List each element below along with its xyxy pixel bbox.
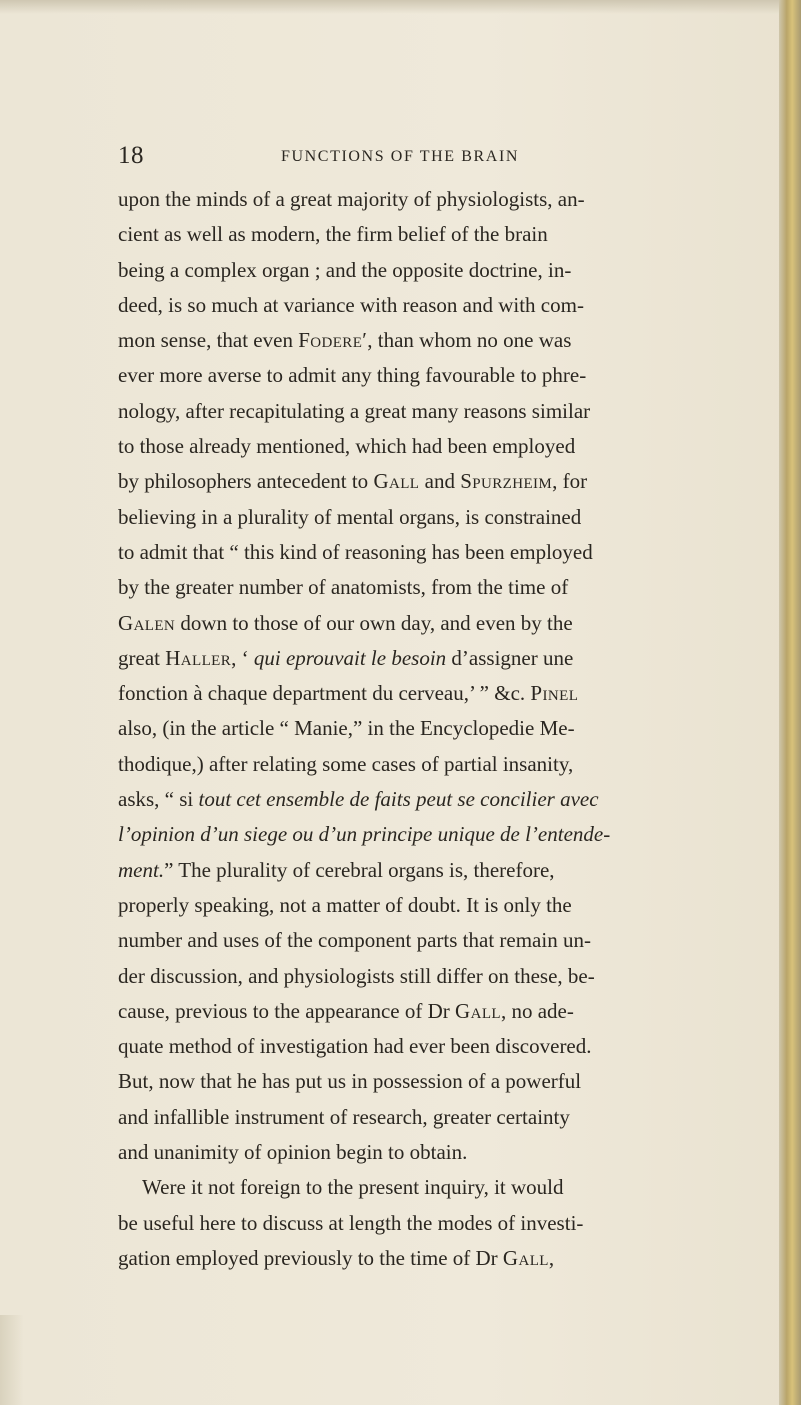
text-segment: deed, is so much at variance with reason and with com-: [118, 292, 584, 317]
text-segment: , than whom no one was: [367, 328, 572, 353]
text-segment: mon sense, that even: [118, 328, 299, 353]
text-line: [118, 817, 750, 852]
text-segment: , for: [552, 469, 588, 494]
text-segment: to admit that “ this kind of reasoning has been employed: [118, 539, 593, 564]
text-segment: ever more averse to admit any thing favourable to phre-: [118, 363, 587, 388]
text-segment: upon the minds of a great majority of physiologists, an-: [118, 187, 585, 211]
text-segment: also, (in the article “ Manie,” in the Encyclopedie Me-: [118, 716, 575, 741]
name-small-caps: Gall: [373, 469, 420, 494]
text-line: [118, 1170, 750, 1205]
page-number: 18: [118, 142, 144, 169]
text-line: [118, 1241, 750, 1276]
name-small-caps: Spurzheim: [460, 469, 553, 494]
text-segment: and: [419, 469, 461, 494]
text-segment: by philosophers antecedent to: [118, 469, 374, 494]
text-segment: nology, after recapitulating a great many reasons similar: [118, 398, 591, 423]
text-line: [118, 464, 750, 499]
text-line: [118, 429, 750, 464]
page-top-shadow: [0, 0, 801, 14]
text-segment: and infallible instrument of research, greater certainty: [118, 1104, 570, 1129]
name-small-caps: Galen: [118, 610, 176, 635]
text-segment: Were it not foreign to the present inquiry, it would: [142, 1175, 564, 1200]
text-line: [118, 182, 750, 217]
text-line: [118, 288, 750, 323]
text-line: [118, 959, 750, 994]
text-line: [118, 782, 750, 817]
text-segment: d’assigner une: [446, 645, 574, 670]
text-line: [118, 323, 750, 358]
text-segment: down to those of our own day, and even by the: [175, 610, 573, 635]
text-line: [118, 358, 750, 393]
text-line: [118, 1029, 750, 1064]
text-line: [118, 676, 750, 711]
text-segment: believing in a plurality of mental organs, is constrained: [118, 504, 582, 529]
text-segment: cient as well as modern, the firm belief of the brain: [118, 222, 548, 247]
page-header: [118, 142, 738, 176]
text-line: [118, 500, 750, 535]
text-segment: properly speaking, not a matter of doubt. It is only the: [118, 892, 572, 917]
text-segment: , no ade-: [500, 998, 574, 1023]
text-line: [118, 394, 750, 429]
text-line: [118, 606, 750, 641]
text-segment: gation employed previously to the time of Dr: [118, 1245, 503, 1270]
text-segment: great: [118, 645, 166, 670]
text-line: [118, 994, 750, 1029]
text-segment: quate method of investigation had ever been discovered.: [118, 1034, 592, 1059]
text-segment: be useful here to discuss at length the modes of investi-: [118, 1210, 584, 1235]
name-small-caps: Pinel: [530, 681, 579, 706]
text-segment: thodique,) after relating some cases of partial insanity,: [118, 751, 574, 776]
text-segment: being a complex organ ; and the opposite doctrine, in-: [118, 257, 572, 282]
text-line: [118, 253, 750, 288]
italic-text: tout cet ensemble de faits peut se concilier avec: [198, 787, 599, 812]
name-small-caps: Haller: [165, 645, 232, 670]
text-line: [118, 641, 750, 676]
italic-text: ment.: [118, 857, 165, 882]
text-line: [118, 535, 750, 570]
text-segment: to those already mentioned, which had been employed: [118, 434, 576, 459]
text-segment: cause, previous to the appearance of Dr: [118, 998, 456, 1023]
text-line: [118, 1064, 750, 1099]
page-edge-left: [0, 1315, 24, 1405]
text-line: [118, 1100, 750, 1135]
text-line: [118, 711, 750, 746]
text-line: [118, 217, 750, 252]
text-segment: fonction à chaque department du cerveau,’ ” &c.: [118, 681, 531, 706]
text-segment: number and uses of the component parts that remain un-: [118, 928, 591, 953]
text-segment: der discussion, and physiologists still differ on these, be-: [118, 963, 595, 988]
text-segment: by the greater number of anatomists, from the time of: [118, 575, 569, 600]
text-line: [118, 888, 750, 923]
text-line: [118, 923, 750, 958]
page-edge-right: [779, 0, 801, 1405]
italic-text: l’opinion d’un siege ou d’un principe unique de l’entende-: [118, 822, 611, 847]
text-line: [118, 853, 750, 888]
text-line: [118, 1135, 750, 1170]
text-segment: ” The plurality of cerebral organs is, therefore,: [164, 857, 555, 882]
body-text: [118, 182, 750, 1276]
name-small-caps: Fodere′: [298, 328, 368, 353]
italic-text: qui eprouvait le besoin: [253, 645, 447, 670]
text-line: [118, 1206, 750, 1241]
text-line: [118, 747, 750, 782]
text-line: [118, 570, 750, 605]
running-head: FUNCTIONS OF THE BRAIN: [281, 148, 520, 165]
text-segment: But, now that he has put us in possession of a powerful: [118, 1069, 582, 1094]
text-segment: , ‘: [231, 645, 254, 670]
text-segment: ,: [548, 1245, 555, 1270]
text-segment: and unanimity of opinion begin to obtain.: [118, 1140, 468, 1165]
text-segment: asks, “ si: [118, 787, 199, 812]
name-small-caps: Gall: [502, 1245, 549, 1270]
name-small-caps: Gall: [455, 998, 501, 1023]
